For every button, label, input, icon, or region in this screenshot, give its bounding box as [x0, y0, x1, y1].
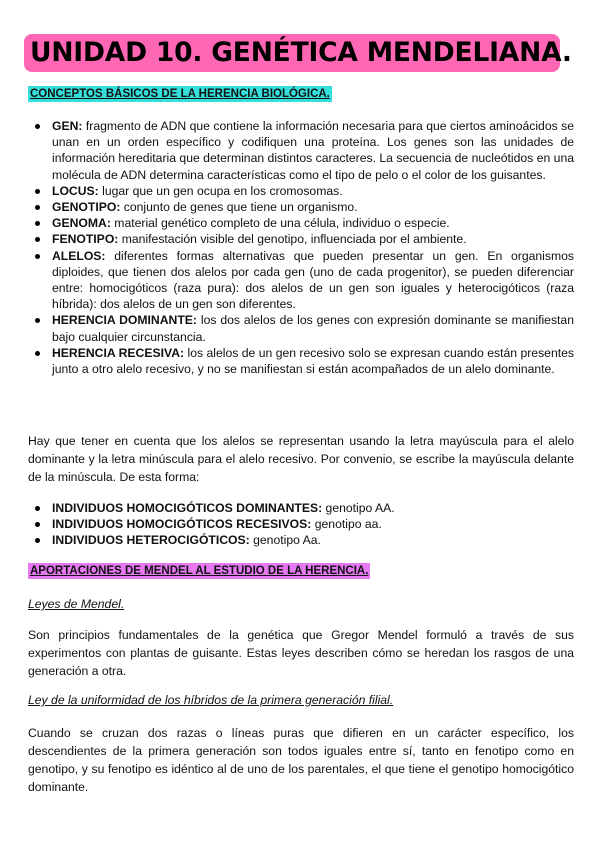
term-label: GENOTIPO:	[52, 200, 121, 215]
term-definition: los dos alelos de los genes con expresión dominante se manifiestan bajo cualquier circunstancia.	[52, 313, 574, 344]
list-item	[26, 231, 574, 247]
alleles-paragraph: Hay que tener en cuenta que los alelos se representan usando la letra mayúscula para el alelo dominante y la letra minúscula para el alelo recesivo. Por convenio, se escribe la mayúscula delante de la minúscula. De esta forma:	[28, 434, 574, 484]
term-definition: material genético completo de una célula, individuo o especie.	[110, 216, 450, 231]
term-definition: fragmento de ADN que contiene la información necesaria para que ciertos aminoácidos se unan en un orden específico y codifiquen una proteína. Los genes son las unidades de información hereditaria que determinan distintos caracteres. La secuencia de nucleótidos en una molécula de ADN determina características como el tipo de pelo o el color de los guisantes.	[52, 119, 574, 182]
list-item	[26, 345, 574, 377]
term-label: INDIVIDUOS HOMOCIGÓTICOS DOMINANTES:	[52, 501, 323, 515]
term-definition: conjunto de genes que tiene un organismo.	[120, 200, 358, 215]
term-label: HERENCIA RECESIVA:	[52, 345, 185, 360]
genotypes-list	[26, 500, 574, 549]
term-label: GENOMA:	[52, 216, 111, 231]
list-item	[26, 118, 574, 183]
concepts-list	[26, 118, 574, 377]
term-label: FENOTIPO:	[52, 232, 119, 247]
list-item	[26, 215, 574, 231]
term-label: ALELOS:	[52, 248, 106, 263]
term-definition: lugar que un gen ocupa en los cromosomas.	[98, 183, 343, 198]
laws-paragraph: Son principios fundamentales de la genética que Gregor Mendel formuló a través de sus experimentos con plantas de guisante. Estas leyes describen cómo se heredan los rasgos de una generación a otra.	[28, 628, 574, 678]
term-label: INDIVIDUOS HETEROCIGÓTICOS:	[52, 533, 250, 548]
list-item	[26, 248, 574, 313]
term-definition: los alelos de un gen recesivo solo se expresan cuando están presentes junto a otro alelo recesivo, y no se manifiestan si están acompañados de un alelo dominante.	[52, 345, 574, 377]
list-item	[26, 516, 574, 532]
term-definition: genotipo Aa.	[249, 533, 321, 548]
term-definition: diferentes formas alternativas que pueden presentar un gen. En organismos diploides, que tienen dos alelos por cada gen (uno de cada progenitor), se pueden diferenciar entre: homocigóticos (raza pura): dos alelos de un gen son iguales y heterocigóticos (raza híbrida): dos alelos de un gen son diferentes.	[52, 248, 574, 312]
uniformity-paragraph: Cuando se cruzan dos razas o líneas puras que difieren en un carácter específico, los descendientes de la primera generación son todos iguales entre sí, tanto en fenotipo como en genotipo, y su fenotipo es idéntico al de uno de los parentales, el que tiene el genotipo homocigótico dominante.	[28, 726, 574, 794]
list-item	[26, 500, 574, 516]
term-label: INDIVIDUOS HOMOCIGÓTICOS RECESIVOS:	[52, 517, 312, 532]
term-definition: genotipo AA.	[322, 501, 395, 515]
list-item	[26, 199, 574, 215]
term-label: HERENCIA DOMINANTE:	[52, 313, 197, 328]
section-heading-concepts: CONCEPTOS BÁSICOS DE LA HERENCIA BIOLÓGICA.	[30, 88, 330, 100]
subheading-uniformity-law: Ley de la uniformidad de los híbridos de la primera generación filial.	[28, 693, 394, 707]
list-item	[26, 532, 574, 548]
page-title: UNIDAD 10. GENÉTICA MENDELIANA.	[30, 37, 572, 68]
term-definition: manifestación visible del genotipo, influenciada por el ambiente.	[118, 232, 467, 247]
list-item	[26, 183, 574, 199]
term-label: GEN:	[52, 119, 83, 133]
term-label: LOCUS:	[52, 183, 99, 198]
subheading-laws: Leyes de Mendel.	[28, 597, 125, 611]
term-definition: genotipo aa.	[311, 517, 382, 532]
list-item	[26, 312, 574, 344]
section-heading-mendel: APORTACIONES DE MENDEL AL ESTUDIO DE LA HERENCIA.	[30, 565, 369, 577]
